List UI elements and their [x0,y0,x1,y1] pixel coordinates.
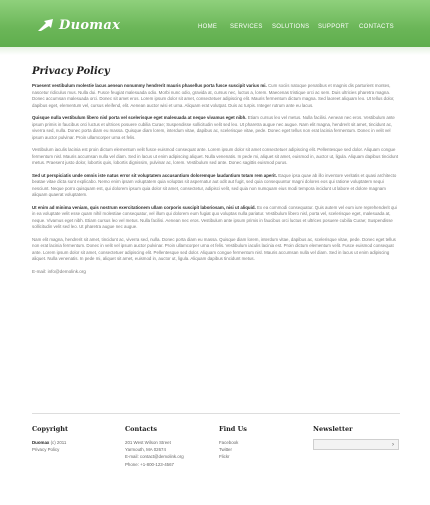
paragraph-lead: Ut enim ad minima veniam, quis nostrum exercitationem ullam corporis suscipit laboriosam, nisi ut aliquid. [32,204,256,210]
contact-city: Yarmouth, MA 02674 [125,447,166,453]
contact-phone: +1-800-123-4567 [140,461,174,467]
site-header [0,0,430,47]
privacy-link[interactable]: Privacy Policy [32,447,60,453]
footer-heading-newsletter: Newsletter [313,425,353,433]
contact-email-label: E-mail: [125,454,139,460]
nav-services[interactable]: SERVICES [230,24,263,30]
site-footer [32,425,400,485]
paragraph-lead: Quisque nulla vestibulum libero nisl porta vel scelerisque eget malesuada at neque vivamus eget nibh. [32,115,247,120]
contact-email-line [125,453,184,460]
footer-findus [219,425,247,461]
newsletter-input[interactable] [313,439,399,450]
copyright-text [32,439,68,446]
footer-contacts [125,425,184,468]
paragraph-lead: Sed ut perspiciatis unde omnis iste natus error sit voluptatem accusantium doloremque laudantium totam rem aperit. [32,172,277,178]
paragraph-body: Cum sociis natoque penatibus et magnis dis parturient montes, nascetur ridiculus mus. Nulla dui. Fusce feugiat malesuada odio. Morbi nunc odio, gravida at, cursus nec, luctus a, lorem. Maecenas tristique orci ac sem. Duis ultricies pharetra magna. Donec accumsan malesuada orci. Donec sit amet eros. Lorem ipsum dolor sit amet, consectetuer adipiscing elit. Mauris fermentum dictum magna. Sed laoreet aliquam leo. Ut tellus dolor, dapibus eget, elementum vel, cursus eleifend, elit. Aenean auctor wisi et urna. Aliquam erat volutpat. Duis ac turpis. Integer rutrum ante eu lacus. [32,83,395,108]
logo[interactable] [37,17,120,33]
main-content [32,66,400,274]
policy-paragraph [32,83,400,109]
footer-heading-findus: Find Us [219,425,247,433]
newsletter-submit-arrow-icon[interactable]: › [392,441,394,448]
footer-heading-copyright: Copyright [32,425,68,433]
contact-phone-label: Phone: [125,461,139,467]
email-link[interactable]: info@demolink.org [47,268,86,274]
paragraph-body: Eaque ipsa quae ab illo inventore veritatis et quasi architecto beatae vitae dicta sunt explicabo. Nemo enim ipsam voluptatem quia voluptas sit aspernatur aut odit aut fugit, sed quia consequuntur magni dolores eos qui ratione voluptatem sequi nesciunt. Neque porro quisquam est, qui dolorem ipsum quia dolor sit amet, consectetur, adipisci velit, sed quia non numquam eius modi tempora incidunt ut labore et dolore magnam aliquam quaerat voluptatem. [32,172,397,197]
logo-text: Duomax [59,17,121,33]
paragraph-lead: Praesent vestibulum molestie lacus aenean nonummy hendrerit mauris phasellus porta fusce suscipit varius mi. [32,83,267,88]
paragraph-body: Nam elit magna, hendrerit sit amet, tincidunt ac, viverra sed, nulla. Donec porta diam eu massa. Quisque diam lorem, interdum vitae, dapibus ac, scelerisque vitae, pede. Donec eget tellus non erat lacinia fermentum. Donec in velit vel ipsum auctor pulvinar. Proin ullamcorper urna et felis. Vestibulum iaculis lacinia est. Proin dictum elementum velit. Fusce euismod consequat ante. Lorem ipsum dolor sit amet, consectetuer adipiscing elit. Pellentesque sed dolor. Aliquam congue fermentum nisl. Mauris accumsan nulla vel diam. Sed in lacus ut enim adipiscing aliquet. Nulla venenatis. In pede mi, aliquet sit amet, euismod in, auctor ut, ligula. Aliquam dapibus tincidunt metus. [32,236,396,261]
paragraph-body: Ex ea commodi consequatur. Quis autem vel eum iure reprehenderit qui in ea voluptate velit esse quam nihil molestiae consequatur, vel illum qui dolorem eum fugiat quo voluptas nulla pariatur. Vestibulum libero nisl, porta vel, scelerisque eget, malesuada at, neque. Vivamus eget nibh. Etiam cursus leo vel metus. Nulla facilisi. Aenean nec eros. Vestibulum ante ipsum primis in faucibus orci luctus et ultrices posuere cubilia Curae; Suspendisse sollicitudin velit sed leo. Ut pharetra augue nec augue. [32,204,397,229]
findus-twitter-link[interactable]: Twitter [219,447,232,453]
logo-arrow-icon [37,18,55,32]
paragraph-body: Vestibulum iaculis lacinia est proin dictum elementum velit fusce euismod consequat ante. Lorem ipsum dolor sit amet consectetuer adipiscing elit. Pellentesque sed dolor. Aliquam congue fermentum nisl. Mauris accumsan nulla vel diam. Sed in lacus ut enim adipiscing aliquet. Nulla venenatis. In pede mi, aliquet sit amet, euismod in, auctor ut, ligula. Aliquam dapibus tincidunt metus. Praesent justo dolor, lobortis quis, lobortis dignissim, pulvinar ac, lorem. Vestibulum sed ante. Donec sagittis euismod purus. [32,147,399,165]
findus-facebook-link[interactable]: Facebook [219,440,239,445]
copyright-brand: Duomax [32,440,50,445]
footer-copyright [32,425,68,453]
email-label: E-mail: [32,268,47,274]
contact-email-link[interactable]: contact@demolink.org [139,454,184,460]
policy-paragraph [32,205,400,231]
nav-solutions[interactable]: SOLUTIONS [272,24,310,30]
findus-flickr-link[interactable]: Flickr [219,454,230,460]
policy-paragraph [32,173,400,199]
contact-email [32,269,400,274]
main-nav [198,24,399,30]
header-shadow [0,47,430,55]
footer-heading-contacts: Contacts [125,425,158,433]
copyright-year: (c) 2011 [50,440,67,445]
nav-home[interactable]: HOME [198,24,218,30]
nav-support[interactable]: SUPPORT [318,24,349,30]
nav-contacts[interactable]: CONTACTS [359,24,394,30]
policy-paragraph [32,147,400,167]
paragraph-body: Etiam cursus leo vel metus. Nulla facilisi. Aenean nec eros. Vestibulum ante ipsum primis in faucibus orci luctus et ultrices posuere cubilia Curae; Suspendisse sollicitudin velit sed leo. Ut pharetra augue nec augue. Nam elit magna, hendrerit sit amet, tincidunt ac, viverra sed, nulla. Donec porta diam eu massa. Quisque diam lorem, interdum vitae, dapibus ac, scelerisque vitae, pede. Donec eget tellus non erat lacinia fermentum. Donec in velit vel ipsum auctor pulvinar. Proin ullamcorper urna et felis. [32,115,395,140]
footer-divider [32,413,400,414]
footer-newsletter [313,425,399,450]
policy-paragraph [32,115,400,141]
policy-paragraph [32,237,400,263]
contact-phone-line [125,461,184,468]
contact-address: 201 West Wilson Street [125,440,171,445]
page-title: Privacy Policy [32,66,110,77]
